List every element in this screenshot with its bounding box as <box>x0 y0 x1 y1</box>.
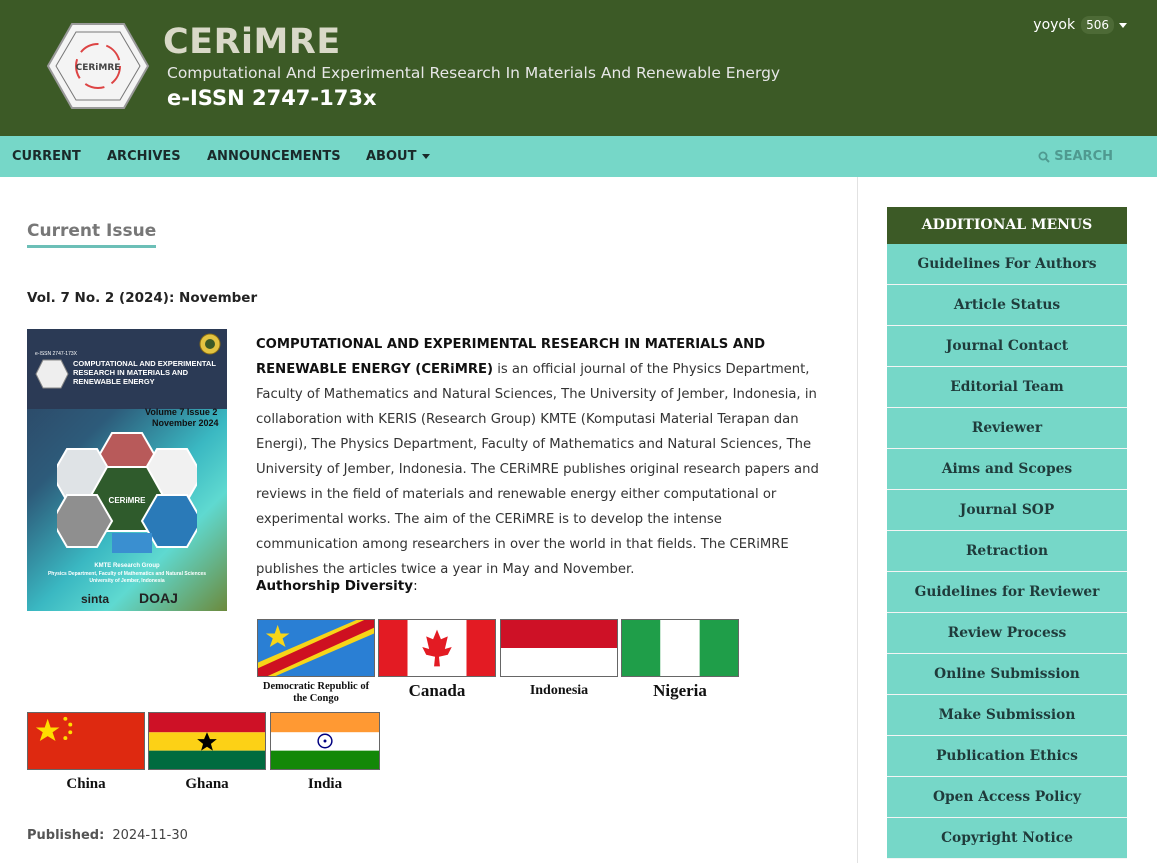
flag-india-icon <box>270 712 380 770</box>
flag-indonesia-icon <box>500 619 618 677</box>
cover-title: COMPUTATIONAL AND EXPERIMENTAL RESEARCH IN MATERIALS AND RENEWABLE ENERGY <box>73 359 216 386</box>
chevron-down-icon <box>1119 23 1127 28</box>
flag-nigeria-icon <box>621 619 739 677</box>
cover-sinta-logo: sinta <box>81 592 110 606</box>
flag-drc-icon <box>257 619 375 677</box>
cover-doaj-logo: DOAJ <box>139 590 178 606</box>
flag-label: Democratic Republic of the Congo <box>262 681 370 704</box>
chevron-down-icon <box>422 154 430 159</box>
university-seal-icon <box>199 333 221 355</box>
nav-about[interactable] <box>366 149 430 164</box>
issue-identification[interactable]: Vol. 7 No. 2 (2024): November <box>27 290 258 306</box>
cover-hexagon-collage <box>57 429 197 559</box>
flag-canada-icon <box>378 619 496 677</box>
flag-label: India <box>307 776 343 792</box>
journal-logo[interactable] <box>46 22 150 110</box>
flag-label: Canada <box>408 681 466 700</box>
sidebar-item-copyright[interactable]: Copyright Notice <box>887 818 1127 859</box>
site-title[interactable]: CERiMRE <box>163 22 341 62</box>
cover-univ: University of Jember, Indonesia <box>89 578 165 584</box>
sidebar-item-article-status[interactable]: Article Status <box>887 285 1127 326</box>
site-issn: e-ISSN 2747-173x <box>167 86 377 110</box>
column-divider <box>857 177 858 863</box>
sidebar-item-guidelines-authors[interactable]: Guidelines For Authors <box>887 244 1127 285</box>
sidebar-item-editorial-team[interactable]: Editorial Team <box>887 367 1127 408</box>
nav-current[interactable]: CURRENT <box>12 149 81 164</box>
sidebar-item-journal-contact[interactable]: Journal Contact <box>887 326 1127 367</box>
search-icon <box>1038 151 1050 163</box>
svg-text:CERiMRE: CERiMRE <box>108 496 146 505</box>
flag-china-icon <box>27 712 145 770</box>
main-nav <box>0 136 1157 177</box>
flag-label: China <box>66 776 106 792</box>
sidebar-item-online-submission[interactable]: Online Submission <box>887 654 1127 695</box>
sidebar-menu <box>887 244 1127 859</box>
sidebar-item-reviewer[interactable]: Reviewer <box>887 408 1127 449</box>
published-date <box>27 828 188 843</box>
cover-dept: Physics Department, Faculty of Mathematics and Natural Sciences <box>47 571 207 577</box>
cover-issn: e-ISSN 2747-173X <box>35 351 77 357</box>
sidebar-item-journal-sop[interactable]: Journal SOP <box>887 490 1127 531</box>
sidebar-item-make-submission[interactable]: Make Submission <box>887 695 1127 736</box>
sidebar-item-aims-scopes[interactable]: Aims and Scopes <box>887 449 1127 490</box>
flag-label: Indonesia <box>529 683 589 698</box>
cover-logo-icon <box>35 359 69 389</box>
issue-cover-image[interactable] <box>27 329 227 611</box>
sidebar-item-guidelines-reviewer[interactable]: Guidelines for Reviewer <box>887 572 1127 613</box>
search-link[interactable] <box>1038 149 1113 164</box>
published-label: Published: <box>27 828 105 843</box>
published-value: 2024-11-30 <box>112 828 188 843</box>
sidebar-item-retraction[interactable]: Retraction <box>887 531 1127 572</box>
username: yoyok <box>1033 17 1076 33</box>
sidebar-item-review-process[interactable]: Review Process <box>887 613 1127 654</box>
site-subtitle: Computational And Experimental Research In Materials And Renewable Energy <box>167 64 781 82</box>
sidebar-item-open-access[interactable]: Open Access Policy <box>887 777 1127 818</box>
svg-text:CERiMRE: CERiMRE <box>75 63 121 73</box>
nav-announcements[interactable]: ANNOUNCEMENTS <box>207 149 341 164</box>
sidebar-heading: ADDITIONAL MENUS <box>887 207 1127 244</box>
journal-description-text: is an official journal of the Physics Department, Faculty of Mathematics and Natural Sciences, The University of Jember, Indonesia, in collaboration with KERIS (Research Group) KMTE (Komputasi Material Terapan dan Energi), The Physics Department, Faculty of Mathematics and Natural Sciences, The University of Jember, Indonesia. The CERiMRE publishes original research papers and reviews in the field of materials and renewable energy either computational or experimental works. The aim of the CERiMRE is to develop the intense communication among researchers in over the world in that fields. The CERiMRE publishes the articles twice a year in May and November. <box>256 362 819 577</box>
cover-group: KMTE Research Group <box>94 563 160 569</box>
sidebar-item-publication-ethics[interactable]: Publication Ethics <box>887 736 1127 777</box>
user-menu[interactable] <box>1033 16 1127 34</box>
flag-label: Nigeria <box>653 681 707 700</box>
flag-ghana-icon <box>148 712 266 770</box>
notification-badge: 506 <box>1081 16 1114 34</box>
authorship-diversity-label: Authorship Diversity: <box>256 578 418 594</box>
site-header <box>0 0 1157 136</box>
nav-archives[interactable]: ARCHIVES <box>107 149 181 164</box>
search-label: SEARCH <box>1054 149 1113 164</box>
page-title: Current Issue <box>27 221 156 248</box>
nav-about-label: ABOUT <box>366 149 417 164</box>
cover-volume: Volume 7 Issue 2 <box>145 407 218 417</box>
journal-description-bold: COMPUTATIONAL AND EXPERIMENTAL RESEARCH IN MATERIALS AND RENEWABLE ENERGY (CERiMRE) <box>256 337 766 377</box>
cover-month: November 2024 <box>152 418 219 428</box>
flag-label: Ghana <box>185 776 229 792</box>
journal-description <box>256 332 828 582</box>
